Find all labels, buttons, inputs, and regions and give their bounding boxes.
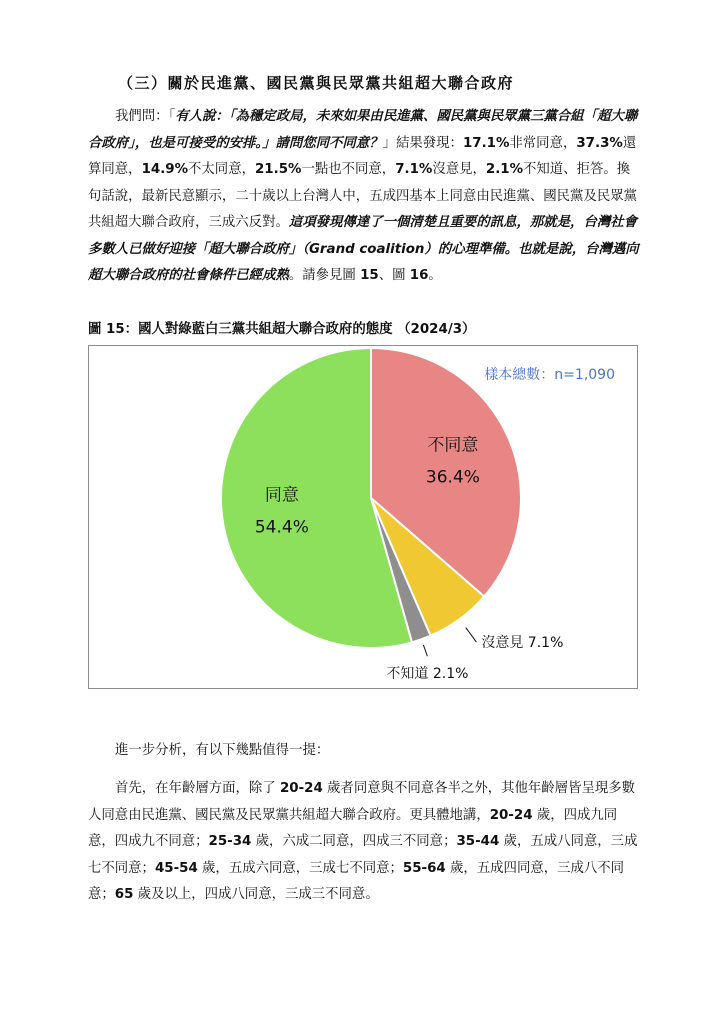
survey-question: 有人說：「為穩定政局，未來如果由民進黨、國民黨與民眾黨三黨合組「超大聯合政府」，也是可接受的安排。」請問您同不同意？ bbox=[88, 109, 638, 151]
pie-category-label: 同意 bbox=[264, 485, 299, 506]
text: 歲者同意與不同意各半之外，其他年齡層皆呈現多數人同意由民進黨、國民黨及民眾黨共組超大聯合政府。更具體地講， bbox=[88, 781, 636, 823]
text: 歲，五成六同意，三成七不同意； bbox=[197, 860, 403, 876]
text: 歲，六成二同意，四成三不同意； bbox=[251, 834, 457, 849]
age-range: 20-24 bbox=[489, 807, 533, 823]
text: 歲，五成四同意，三成八不同意； bbox=[88, 860, 625, 902]
age-analysis-paragraph bbox=[88, 776, 640, 909]
pie-category-label: 不同意 bbox=[427, 435, 479, 456]
text: 。請參見圖 bbox=[288, 268, 361, 283]
figure-caption: 圖 15：國人對綠藍白三黨共組超大聯合政府的態度 （2024/3） bbox=[88, 322, 476, 337]
stat: 21.5% bbox=[254, 162, 302, 177]
text: 、圖 bbox=[378, 268, 410, 283]
text: 還算同意， bbox=[88, 135, 637, 177]
age-range: 35-44 bbox=[456, 834, 500, 849]
text: 進一步分析，有以下幾點值得一提： bbox=[115, 743, 330, 758]
stat: 7.1% bbox=[395, 162, 433, 177]
text: 歲，四成九同意，四成九不同意； bbox=[88, 807, 618, 849]
age-range: 20-24 bbox=[279, 781, 323, 796]
analysis-intro bbox=[88, 738, 640, 765]
text: 不太同意， bbox=[188, 162, 255, 177]
text: 歲及以上，四成八同意，三成三不同意。 bbox=[133, 887, 379, 902]
age-range: 25-34 bbox=[208, 834, 252, 849]
text: 不知道、拒答。換句話說，最新民意顯示，二十歲以上台灣人中，五成四基本上同意由民進黨、國民黨及民眾黨共組超大聯合政府，三成六反對。 bbox=[88, 162, 638, 230]
text: 」結果發現： bbox=[382, 135, 463, 151]
figure-ref: 16 bbox=[409, 268, 429, 283]
leader-line bbox=[423, 645, 427, 656]
survey-paragraph bbox=[88, 104, 640, 290]
stat: 17.1% bbox=[462, 135, 510, 151]
pie-value-label: 54.4% bbox=[254, 517, 309, 538]
text: 非常同意， bbox=[509, 135, 577, 151]
stat: 2.1% bbox=[485, 162, 524, 177]
pie-value-label: 36.4% bbox=[425, 467, 480, 488]
pie-outside-label: 不知道 2.1% bbox=[386, 666, 469, 683]
section-heading: （三）關於民進黨、國民黨與民眾黨共組超大聯合政府 bbox=[118, 74, 515, 92]
pie-outside-label: 沒意見 7.1% bbox=[481, 635, 564, 652]
text: 我們問：「 bbox=[115, 109, 176, 124]
text: 。 bbox=[428, 268, 442, 283]
text: 沒意見， bbox=[432, 162, 486, 177]
age-range: 55-64 bbox=[402, 860, 446, 876]
sample-size-note: 樣本總數：n=1,090 bbox=[484, 367, 615, 383]
stat: 14.9% bbox=[141, 162, 189, 177]
age-range: 45-54 bbox=[154, 860, 198, 876]
pie-chart-frame bbox=[88, 345, 638, 689]
stat: 37.3% bbox=[576, 135, 623, 151]
leader-line bbox=[466, 628, 477, 643]
figure-ref: 15 bbox=[360, 268, 379, 283]
age-range: 65 bbox=[114, 887, 134, 902]
text: 歲，五成八同意，三成七不同意； bbox=[88, 834, 638, 876]
text: 首先，在年齡層方面，除了 bbox=[115, 781, 280, 796]
text: 一點也不同意， bbox=[301, 162, 396, 177]
pie-chart bbox=[89, 346, 639, 690]
key-finding: 這項發現傳達了一個清楚且重要的訊息，那就是，台灣社會多數人已做好迎接「超大聯合政府」（Grand coalition）的心理準備。也就是說，台灣邁向超大聯合政府的社會條件已經成熟 bbox=[88, 215, 639, 283]
